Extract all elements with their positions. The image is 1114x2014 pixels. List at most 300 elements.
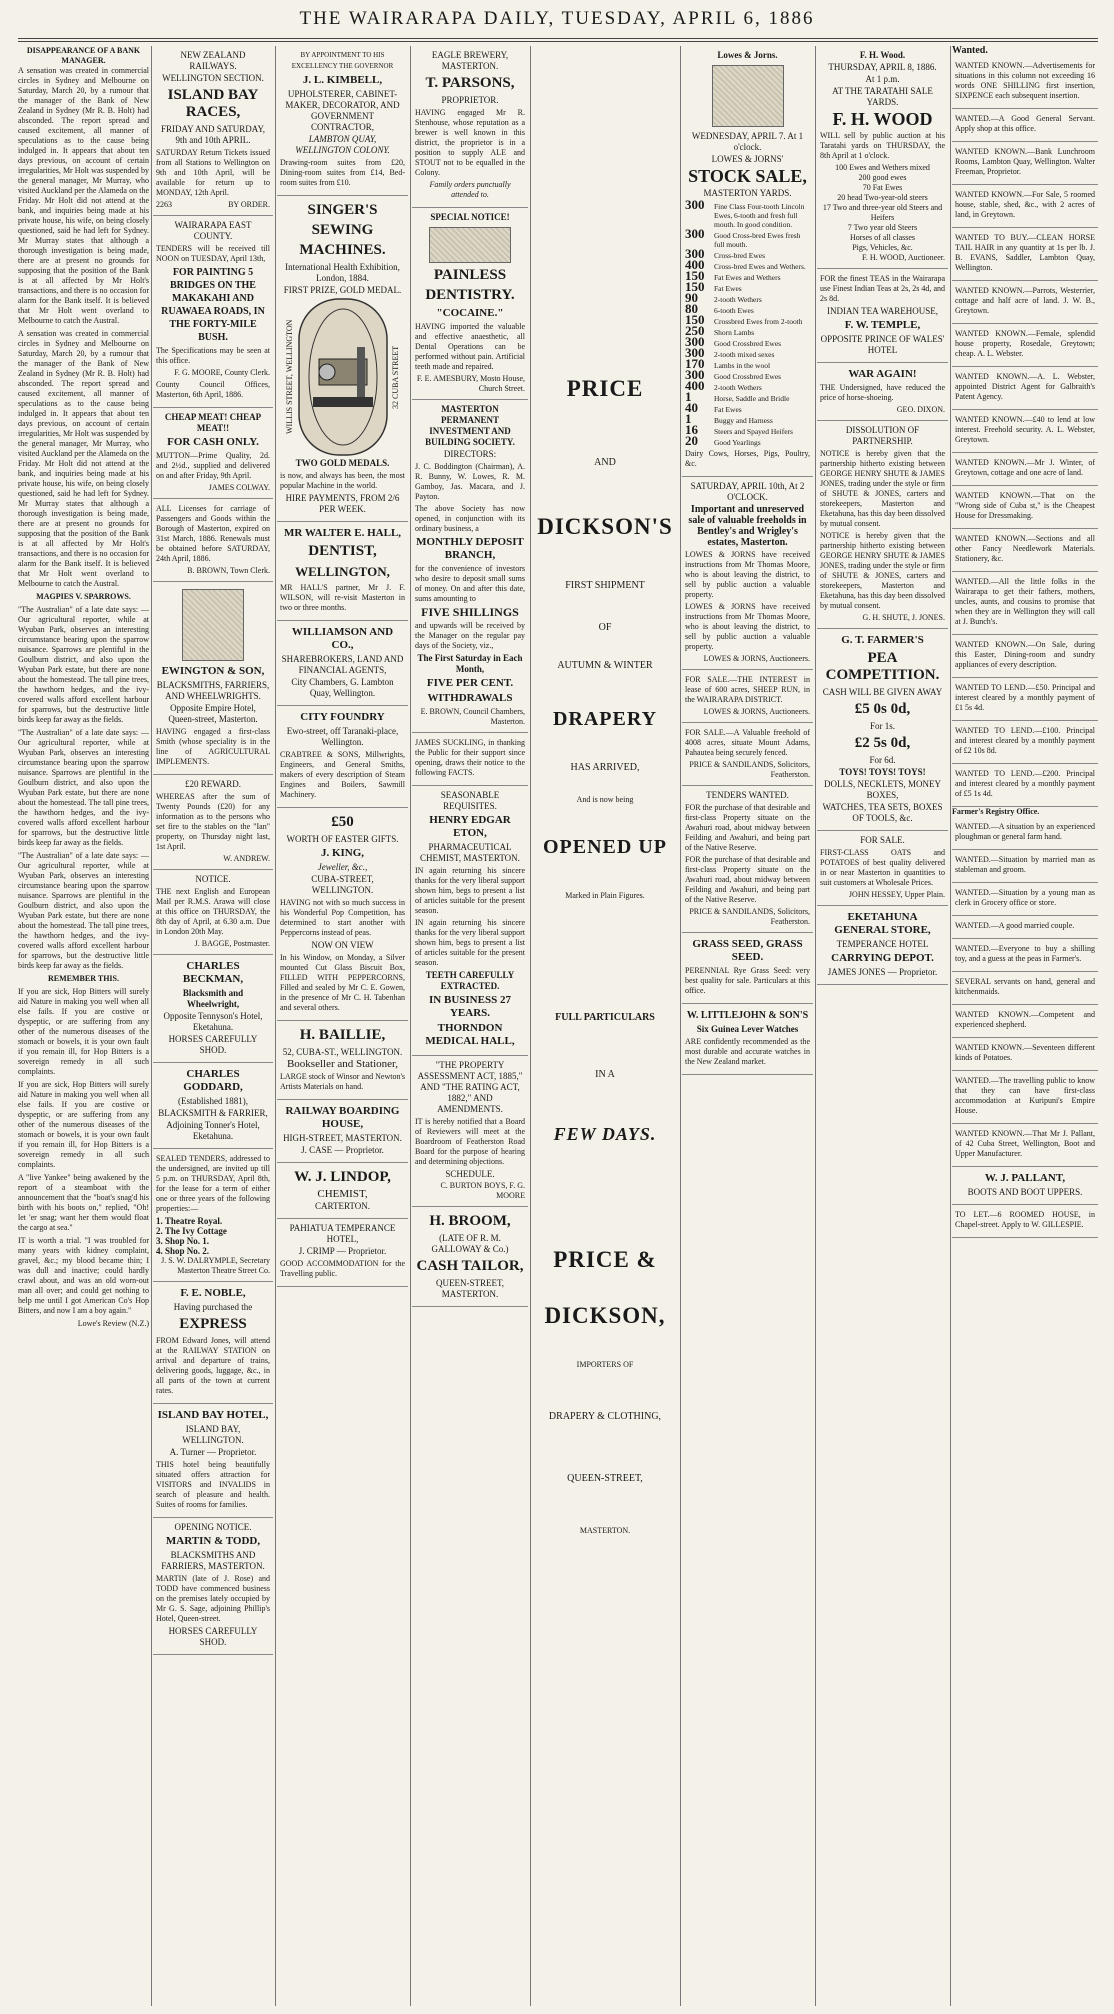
ad-body: HAVING not with so much success in his Wonderful Pop Competition, has determined to start another with Peppercorns instead of peas. [280, 898, 405, 937]
mail-notice [153, 870, 273, 955]
prize-amount: £5 0s 0d, [854, 701, 911, 717]
ad-headline: SEWING [311, 222, 374, 238]
ad-subtitle: INDIAN TEA WAREHOUSE, [827, 306, 938, 316]
ad-subtitle: NOW ON VIEW [311, 940, 374, 950]
ad-address: 52, CUBA-ST., WELLINGTON. [282, 1047, 403, 1057]
article-body: "The Australian" of a late date says: — Our agricultural reporter, while at Wyuban Park, observes an interesting circumstance bearing upon the sparrow nuisance. Sparrows are plentiful in the Goulburn district, and also upon the Wyuban Park estate, but there are none about the homestead. The tall pine trees, the hawthorn hedges, and the ivy-covered walls afford excellent harbour for sparrows, but the destructive little birds keep far away as the fields. [18, 851, 149, 970]
stock-quantity: 150 [685, 268, 705, 283]
stock-quantity: 16 [685, 422, 698, 437]
ad-headline: CHARLES GODDARD, [183, 1068, 243, 1093]
kimbell-ad [277, 46, 408, 196]
wanted-text: WANTED.—Situation by a young man as clerk in Grocery office or store. [955, 888, 1095, 907]
ad-body: LOWES & JORNS have received instructions from Mr Thomas Moore, who is about leaving the district, to sell by public auction a valuable property. [685, 550, 810, 599]
wanted-item [952, 678, 1098, 721]
ad-address: QUEEN-STREET, [567, 1473, 643, 1484]
stock-description: 2-tooth Wethers [714, 295, 762, 304]
particulars-heading: FULL PARTICULARS [555, 1012, 655, 1023]
ad-body: THE Undersigned, have reduced the price of horse-shoeing. [820, 383, 945, 402]
ad-title: £20 REWARD. [185, 779, 241, 789]
ad-signature: LOWES & JORNS, Auctioneers. [703, 654, 810, 663]
wanted-item [952, 324, 1098, 367]
ad-body: GOOD ACCOMMODATION for the Travelling public. [280, 1259, 405, 1278]
masthead-title: THE WAIRARAPA DAILY, TUESDAY, APRIL 6, 1886 [299, 8, 815, 29]
ad-subtitle: PHARMACEUTICAL CHEMIST, MASTERTON. [420, 842, 520, 863]
wanted-text: WANTED.—Everyone to buy a shilling toy, and a guess at the peas in Farmer's. [955, 944, 1095, 963]
ad-title: PAHIATUA TEMPERANCE HOTEL, [289, 1223, 396, 1244]
ad-body: WHEREAS after the sum of Twenty Pounds (£20) for any information as to the persons who set fire to the stables on the "Ian" property, on Thursday night last, 1st April. [156, 792, 270, 851]
ad-body: FOR the purchase of that desirable and first-class Property situate on the Awahuri road, about midway between Feilding and Awahuri, and being part of the Native Reserve. [685, 855, 810, 904]
ad-body: HAVING engaged Mr R. Stenhouse, whose reputation as a brewer is well known in this district, the proprietor is in a position to supply ALE and STOUT not to be equalled in the Colony. [415, 108, 525, 177]
sale-item: Pigs, Vehicles, &c. [852, 243, 913, 252]
ad-body: WILL sell by public auction at his Taratahi yards on THURSDAY, the 8th April at 1 o'clock. [820, 131, 945, 160]
noble-ad [153, 1282, 273, 1404]
ad-body: MUTTON—Prime Quality, 2d. and 2½d., supplied and delivered on and after Friday, 9th April. [156, 451, 270, 480]
ad-dates: WEDNESDAY, APRIL 7. At 1 o'clock. [691, 131, 804, 152]
stock-description: Good Crossbred Ewes [714, 372, 782, 381]
column-8 [952, 46, 1098, 2006]
column-4 [412, 46, 528, 2006]
ad-body: County Council Offices, Masterton, 6th April, 1886. [156, 380, 270, 399]
wanted-item [952, 228, 1098, 281]
stock-description: Cross-bred Ewes [714, 251, 766, 260]
stock-quantity: 300 [685, 334, 705, 349]
wanted-item [952, 410, 1098, 453]
ad-headline: F. W. TEMPLE, [844, 319, 921, 331]
column-1 [18, 46, 149, 2006]
wanted-text: WANTED TO LEND.—£100. Principal and interest cleared by a monthly payment of £2 10s 8d. [955, 726, 1095, 755]
ad-body: LARGE stock of Winsor and Newton's Artists Materials on hand. [280, 1072, 405, 1091]
ad-headline: DENTIST, [308, 543, 377, 559]
ad-subtitle: Six Guinea Lever Watches [696, 1024, 799, 1034]
wanted-text: WANTED KNOWN.—That Mr J. Pallant, of 42 Cuba Street, Wellington, Boot and Upper Manufacturer. [955, 1129, 1095, 1158]
hotel-ad [153, 1404, 273, 1518]
wanted-text: WANTED.—The travelling public to know that they can have first-class accommodation at Kuripuni's Empire House. [955, 1076, 1095, 1115]
stock-quantity: 170 [685, 356, 705, 371]
ad-headline: FOR CASH ONLY. [167, 436, 259, 448]
broom-ad [412, 1207, 528, 1307]
ad-body: FROM Edward Jones, will attend at the RAILWAY STATION on arrival and departure of trains, delivering goods, luggage, &c., in all parts of the town at current rates. [156, 1336, 270, 1395]
article-heading: DISAPPEARANCE OF A BANK MANAGER. [26, 46, 141, 65]
goddard-ad [153, 1063, 273, 1149]
ad-headline: WAR AGAIN! [848, 368, 917, 380]
ad-signature: PRICE & SANDILANDS, Solicitors, Featherston. [689, 907, 810, 926]
article-heading: REMEMBER THIS. [48, 974, 119, 983]
wanted-text: WANTED KNOWN.—On Sale, during this Easter, Dining-room and sundry appliances of every description. [955, 640, 1095, 669]
article-body: "The Australian" of a late date says: — Our agricultural reporter, while at Wyuban Park, observes an interesting circumstance bearing upon the sparrow nuisance. Sparrows are plentiful in the Goulburn district, and also upon the Wyuban Park estate, but there are none about the homestead. The tall pine trees, the hawthorn hedges, and the ivy-covered walls afford excellent harbour for sparrows, but the destructive little birds keep far away as the fields. [18, 728, 149, 847]
drapery-heading: DRAPERY [552, 708, 658, 730]
ad-subtitle: CASH WILL BE GIVEN AWAY [822, 687, 943, 697]
ewington-ad [153, 582, 273, 775]
ad-signature: PRICE & SANDILANDS, Solicitors, Featherston. [689, 760, 810, 779]
stock-row [685, 389, 810, 404]
ad-body: Drawing-room suites from £20, Dining-room suites from £14, Bed-room suites from £10. [280, 158, 405, 187]
freehold-ad [682, 723, 813, 786]
wanted-item [952, 56, 1098, 109]
ad-headline: WITHDRAWALS [427, 692, 513, 704]
wanted-item [952, 764, 1098, 807]
ad-subtitle: BLACKSMITHS AND FARRIERS, MASTERTON. [161, 1550, 265, 1571]
ad-headline: CARRYING DEPOT. [831, 952, 934, 964]
ad-signature: JOHN HESSEY, Upper Plain. [848, 890, 945, 899]
ad-body: NOTICE is hereby given that the partnership hitherto existing between GEORGE HENRY SHUTE & JAMES JONES, trading under the style or firm of SHUTE & JONES, carters and storekeepers, Masterton and Eketahuna, has this day been dissolved by mutual consent. [820, 531, 945, 610]
stock-quantity: 300 [685, 345, 705, 360]
wanted-item [952, 850, 1098, 883]
ad-title: MASTERTON PERMANENT INVESTMENT AND BUILDING SOCIETY. [425, 404, 515, 447]
stock-description: Steers and Spayed Heifers [714, 427, 793, 436]
ad-note: Family orders punctually attended to. [429, 180, 511, 199]
column-3 [277, 46, 408, 2006]
wanted-text: WANTED TO LEND.—£200. Principal and interest cleared by a monthly payment of £5 1s 4d. [955, 769, 1095, 798]
property-item: 2. The Ivy Cottage [156, 1226, 227, 1236]
article-body: A "live Yankee" being awakened by the report of a steamboat with the announcement that the "boat's snag'd his birth with his boots on," replied, "Oh! let 'er snag; want her them would float the cargo at sea." [18, 1173, 149, 1232]
ad-body: NOTICE is hereby given that the partnership hitherto existing between GEORGE HENRY SHUTE & JAMES JONES, trading under the style or firm of SHUTE & JONES, carters and storekeepers, Masterton and Eketahuna, has this day been dissolved by mutual consent. [820, 449, 945, 528]
ad-subtitle: FIRST PRIZE, GOLD MEDAL. [283, 285, 402, 295]
ad-body: HAVING engaged a first-class Smith (whose speciality is in the line of AGRICULTURAL IMPLEMENTS. [156, 727, 270, 766]
dissolution-ad [817, 421, 948, 629]
ad-body: FOR SALE.—THE INTEREST in lease of 600 acres, SHEEP RUN, in the WAIRARAPA DISTRICT. [685, 675, 810, 704]
ad-body: THE next English and European Mail per R.M.S. Arawa will close at this office on THURSDAY, the 8th day of April, at 6.30 a.m. Due in London 20th May. [156, 887, 270, 936]
masthead-rule [18, 41, 1098, 42]
column-2 [153, 46, 273, 2006]
wanted-text: WANTED TO BUY.—CLEAN HORSE TAIL HAIR in any quantity at 1s per lb. J. B. EVANS, Saddler, Lambton Quay, Wellington. [955, 233, 1095, 272]
brewery-ad [412, 46, 528, 208]
tenders-ad [153, 1149, 273, 1282]
ad-body: IT is hereby notified that a Board of Reviewers will meet at the Boardroom of Featherston Road Board for the purpose of hearing and determining objections. [415, 1117, 525, 1166]
wanted-text: WANTED KNOWN.—Competent and experienced shepherd. [955, 1010, 1095, 1029]
wanted-item [952, 635, 1098, 678]
ad-headline: "COCAINE." [436, 307, 504, 319]
ad-title: Lowes & Jorns. [717, 50, 778, 60]
wanted-text: WANTED KNOWN.—A. L. Webster, appointed District Agent for Galbraith's Patent Agency. [955, 372, 1095, 401]
ad-headline: H. BAILLIE, [299, 1027, 386, 1043]
section-heading: Wanted. [952, 46, 988, 56]
column-rule [410, 46, 411, 2006]
ad-subtitle: WELLINGTON SECTION. [162, 73, 264, 83]
ad-body: J. C. Boddington (Chairman), A. R. Bunny, W. Lowes, R. M. Gamboy, Jas. Macara, and J. Payton. [415, 462, 525, 501]
ad-headline: FIVE PER CENT. [426, 677, 514, 689]
article-body: A sensation was created in commercial circles in Sydney and Melbourne on Saturday, March 20, by a rumour that the manager of the Bank of New Zealand in Sydney (Mr R. B. Holt) had absconded. The report spread and caused excitement, all manner of speculations as to the cause being indulged in. It appears that about ten days previous, on account of certain irregularities, Mr Holt was suspended by the general manager, Mr Murray, who visited Auckland per the Alameda on the Friday. Mr Holt did not attend at the bank, and inquiries being made at his private house, his wife, on being closely questioned, said he had left for Sydney. Mr Murray states that although a thorough investigation is being made, there are at present no grounds for supposing that the position of the Bank is at all affected by Mr Holt's transactions, and there is no occasion for alarm for the Bank itself. It is believed that Mr Holt went overland to Melbourne to catch the Austral. [18, 329, 149, 588]
ad-note: HORSES CAREFULLY SHOD. [168, 1034, 258, 1055]
sale-item: 200 good ewes [858, 173, 907, 182]
sheep-run-ad [682, 670, 813, 723]
ad-headline: THORNDON MEDICAL HALL, [425, 1022, 515, 1047]
ad-signature: F. G. MOORE, County Clerk. [174, 368, 270, 377]
wanted-text: WANTED KNOWN.—Bank Lunchroom Rooms, Lambton Quay, Wellington. Walter Freeman, Proprietor. [955, 147, 1095, 176]
ad-address: HIGH-STREET, MASTERTON. [283, 1133, 402, 1143]
pahiatua-ad [277, 1219, 408, 1287]
ad-headline: PAINLESS [433, 267, 507, 283]
baillie-ad [277, 1021, 408, 1100]
wanted-item [952, 572, 1098, 635]
ad-subtitle: AUTUMN & WINTER [557, 660, 653, 671]
tea-ad [817, 269, 948, 363]
column-rule [680, 46, 681, 2006]
ad-proprietor: JAMES JONES — Proprietor. [827, 967, 938, 977]
ad-signature: GEO. DIXON. [896, 405, 945, 414]
article-body: "The Australian" of a late date says: — Our agricultural reporter, while at Wyuban Park, observes an interesting circumstance bearing upon the sparrow nuisance. Sparrows are plentiful in the Goulburn district, and also upon the Wyuban Park estate, but there are none about the homestead. The tall pine trees, the hawthorn hedges, and the ivy-covered walls afford excellent harbour for sparrows, but the destructive little birds keep far away as the fields. [18, 605, 149, 724]
stock-quantity: 250 [685, 323, 705, 338]
ad-headline: Important and unreserved sale of valuable freeholds in Bentley's and Wrigley's estates, Masterton. [688, 504, 807, 548]
property-item: 3. Shop No. 1. [156, 1236, 210, 1246]
reward-ad [153, 775, 273, 870]
stock-row [685, 378, 810, 393]
ad-body: LOWES & JORNS have received instructions from Mr Thomas Moore, who is about leaving the district, to sell by public auction a valuable property. [685, 602, 810, 651]
ad-headline: MONTHLY DEPOSIT BRANCH, [416, 536, 524, 561]
sale-item: 7 Two year old Steers [847, 223, 918, 232]
ad-signature: C. BURTON BOYS, F. G. MOORE [440, 1181, 525, 1200]
ad-signature: F. H. WOOD, Auctioneer. [862, 253, 945, 262]
beckman-ad [153, 955, 273, 1063]
article-body: If you are sick, Hop Bitters will surely aid Nature in making you well when all else fails. If you are costive or dyspeptic, or are suffering from any other of the numerous diseases of the stomach or bowels, it is your own fault if you remain ill, for Hop Bitters is a sovereign remedy in all such complaints. [18, 987, 149, 1076]
ad-headline: WILLIAMSON AND CO., [291, 626, 394, 651]
wanted-item [952, 1124, 1098, 1167]
ad-signature: LOWES & JORNS, Auctioneers. [703, 707, 810, 716]
stock-description: Horse, Saddle and Bridle [714, 394, 790, 403]
ad-subtitle: TOYS! TOYS! TOYS! [839, 767, 926, 777]
stock-description: Good Yearlings [714, 438, 761, 447]
wanted-item [952, 367, 1098, 410]
dicksons-heading: DICKSON'S [537, 514, 673, 539]
ad-address: Ewo-street, off Taranaki-place, Wellington. [286, 726, 399, 747]
wanted-item [952, 109, 1098, 142]
stock-row [685, 197, 810, 229]
ad-body: SATURDAY Return Tickets issued from all Stations to Wellington on 9th and 10th April, will be available for return up to MONDAY, 12th April. [156, 148, 270, 197]
stock-description: Cross-bred Ewes and Wethers. [714, 262, 806, 271]
freehold-sale-ad [682, 477, 813, 670]
ad-subtitle: Bookseller and Stationer, [286, 1058, 399, 1070]
stock-row [685, 400, 810, 415]
building-society-ad [412, 400, 528, 733]
stock-quantity: 300 [685, 197, 705, 212]
ad-subtitle: FIRST SHIPMENT [565, 580, 645, 591]
ad-headline: PEA COMPETITION. [825, 650, 940, 683]
ad-headline: DENTISTRY. [425, 287, 515, 303]
sale-item: Horses of all classes [849, 233, 916, 242]
ad-headline: EXPRESS [179, 1316, 247, 1332]
ad-address: QUEEN-STREET, MASTERTON. [435, 1278, 505, 1299]
littlejohn-ad [682, 1004, 813, 1075]
ad-subtitle: DIRECTORS: [443, 449, 497, 459]
ad-signature: BY ORDER. [228, 200, 270, 209]
hall-ad [277, 522, 408, 621]
ad-body: Dairy Cows, Horses, Pigs, Poultry, &c. [685, 449, 810, 468]
wanted-text: WANTED.—A situation by an experienced ploughman or general farm hand. [955, 822, 1095, 841]
eketahuna-store-ad [817, 906, 948, 985]
ad-body: IN again returning his sincere thanks for the very liberal support shown him, begs to present a list of articles suitable for the present season. [415, 918, 525, 967]
ad-headline: ISLAND BAY HOTEL, [157, 1409, 269, 1421]
ad-address: CUBA-STREET, WELLINGTON. [311, 874, 374, 895]
wanted-text: WANTED KNOWN.—Advertisements for situations in this column not exceeding 16 words ONE SHILLING first insertion, SIXPENCE each subsequent insertion. [955, 61, 1095, 100]
wanted-text: WANTED KNOWN.—Female, splendid house property, Rosedale, Greytown; cheap. A. L. Webster. [955, 329, 1095, 358]
ad-subtitle: HAS ARRIVED, [570, 762, 640, 773]
wanted-item [952, 939, 1098, 972]
ad-title: NEW ZEALAND RAILWAYS. [180, 50, 246, 71]
stock-quantity: 20 [685, 433, 698, 448]
sale-item: 70 Fat Ewes [862, 183, 903, 192]
ad-headline: CITY FOUNDRY [300, 711, 385, 723]
wanted-item [952, 1071, 1098, 1124]
williamson-ad [277, 621, 408, 706]
ad-address: City Chambers, G. Lambton Quay, Wellington. [291, 677, 394, 698]
stock-quantity: 300 [685, 246, 705, 261]
wanted-item [952, 486, 1098, 529]
ad-headline: CHARLES BECKMAN, [182, 960, 244, 985]
ad-subtitle: International Health Exhibition, London, 1884. [285, 262, 400, 283]
stock-quantity: 1 [685, 411, 692, 426]
wanted-text: WANTED KNOWN.—Seventeen different kinds of Potatoes. [955, 1043, 1095, 1062]
stock-row [685, 422, 810, 437]
column-5 [532, 46, 678, 2006]
railways-ad [153, 46, 273, 216]
ad-signature: E. BROWN, Council Chambers, Masterton. [420, 707, 525, 726]
ad-note: HORSES CAREFULLY SHOD. [168, 1626, 258, 1647]
ad-subtitle: DRAPERY & CLOTHING, [548, 1411, 662, 1422]
singer-side-text: WILLIS STREET, WELLINGTON [284, 319, 294, 435]
few-days-heading: FEW DAYS. [553, 1124, 657, 1144]
ad-signature: JAMES COLWAY. [208, 483, 270, 492]
wanted-item [952, 916, 1098, 939]
ad-headline: MARTIN & TODD, [165, 1535, 261, 1547]
lindop-ad [277, 1163, 408, 1219]
ad-headline: STOCK SALE, [688, 166, 807, 186]
ad-subtitle: WATCHES, TEA SETS, BOXES OF TOOLS, &c. [822, 802, 943, 823]
ad-title: CHEAP MEAT! CHEAP MEAT!! [164, 412, 262, 433]
price-heading: PRICE [566, 376, 644, 401]
ad-title: FOR SALE. [860, 835, 905, 845]
ad-headline: HENRY EDGAR ETON, [429, 814, 511, 839]
ad-body: TO LET.—6 ROOMED HOUSE, in Chapel-street. Apply to W. GILLESPIE. [955, 1210, 1095, 1229]
stock-description: Fat Ewes and Wethers [714, 273, 781, 282]
wanted-text: WANTED KNOWN.—Parrots, Westerrier, cottage and half acre of land. J. W. B., Greytown. [955, 286, 1095, 315]
ad-headline: T. PARSONS, [425, 75, 515, 91]
ad-headline: GRASS SEED, GRASS SEED. [692, 938, 803, 963]
pea-competition-ad [817, 629, 948, 831]
dickson-heading: DICKSON, [544, 1303, 666, 1328]
ad-signature: B. BROWN, Town Clerk. [187, 566, 270, 575]
ad-headline: W. LITTLEJOHN & SON'S [686, 1010, 809, 1021]
prize-amount: £2 5s 0d, [854, 735, 911, 751]
wanted-item [952, 883, 1098, 916]
stock-row [685, 433, 810, 448]
ad-subtitle: IMPORTERS OF [576, 1360, 634, 1369]
ad-title: F. H. Wood. [859, 50, 906, 60]
stock-description: Good Cross-bred Ewes fresh full mouth. [714, 231, 801, 249]
ad-subtitle: LOWES & JORNS' [711, 154, 784, 164]
ad-footer [156, 200, 270, 210]
ad-subtitle: SHAREBROKERS, LAND AND FINANCIAL AGENTS, [281, 654, 404, 675]
article-body: IT is worth a trial. "I was troubled for many years with kidney complaint, gravel, &c.; my blood became thin; I was dull and inactive; could hardly crawl about, and was an old worn-out man all over; and could get nothing to help me until I got American Co's Hop Bitters, and now I am a boy again." [18, 1236, 149, 1315]
wanted-text: WANTED KNOWN.—£40 to lend at low interest. Freehold security. A. L. Webster, Greytown. [955, 415, 1095, 444]
wanted-item [952, 1038, 1098, 1071]
lowes-jorns-ad [682, 46, 813, 477]
column-6 [682, 46, 813, 2006]
singer-ad [277, 196, 408, 522]
wanted-text: WANTED TO LEND.—£50. Principal and interest cleared by a monthly payment of £1 5s 4d. [955, 683, 1095, 712]
ad-body: FOR SALE.—A Valuable freehold of 4008 acres, situate Mount Adams, Pahautea being securely fenced. [685, 728, 810, 757]
assessment-notice [412, 1056, 528, 1207]
ad-body: MR HALL'S partner, Mr J. F. WILSON, will re-visit Masterton in two or three months. [280, 583, 405, 612]
ad-body: MARTIN (late of J. Rose) and TODD have commenced business on the premises lately occupied by Mr G. S. Sage, adjoining Phillip's Hotel, Queen-street. [156, 1574, 270, 1623]
ad-signature: W. ANDREW. [223, 854, 270, 863]
tenders-wanted-ad [682, 786, 813, 933]
ad-headline: MACHINES. [299, 242, 386, 258]
wanted-item [952, 721, 1098, 764]
ad-headline: £50 [331, 814, 354, 830]
ad-note: Marked in Plain Figures. [565, 891, 645, 900]
prize-entry: For 1s. [869, 721, 895, 731]
ad-subtitle: Jeweller, &c., [317, 862, 368, 872]
licence-notice [153, 499, 273, 582]
ad-subtitle: BOOTS AND BOOT UPPERS. [967, 1187, 1083, 1197]
ad-dates: THURSDAY, APRIL 8, 1886. [828, 62, 937, 72]
stock-description: Lambs in the wool [714, 361, 771, 370]
ad-dates: FRIDAY AND SATURDAY, 9th and 10th APRIL. [160, 124, 266, 145]
ad-headline: EWINGTON & SON, [161, 665, 265, 677]
ad-note: TEETH CAREFULLY EXTRACTED. [425, 970, 515, 991]
ad-headline: F. E. NOBLE, [180, 1287, 246, 1299]
ad-title: OPENING NOTICE. [174, 1522, 252, 1532]
stock-row [685, 411, 810, 426]
suckling-ad [412, 733, 528, 786]
price-heading: PRICE & [553, 1247, 657, 1272]
ad-dates: SATURDAY, APRIL 10th, At 2 O'CLOCK. [690, 481, 805, 502]
ad-body: for the convenience of investors who desire to deposit small sums of money. On and after this date, sums amounting to [415, 564, 525, 603]
king-ad [277, 808, 408, 1021]
ad-subtitle: SCHEDULE. [445, 1169, 495, 1179]
stock-quantity: 1 [685, 389, 692, 404]
stock-description: Good Crossbred Ewes [714, 339, 782, 348]
ad-headline: J. KING, [320, 847, 365, 859]
stock-quantity: 300 [685, 367, 705, 382]
ad-body: THIS hotel being beautifully situated offers attraction for VISITORS and INVALIDS in search of pleasure and health. Suites of rooms for families. [156, 1460, 270, 1509]
to-let-ad [952, 1205, 1098, 1238]
ad-connector: And is now being [576, 795, 634, 804]
ad-body: HAVING imported the valuable and effective anaesthetic, all Dental Operations can be performed without pain. Artificial teeth made and repaired. [415, 322, 525, 371]
ad-address: Opposite Tennyson's Hotel, Eketahuna. [163, 1011, 263, 1032]
stock-quantity: 150 [685, 312, 705, 327]
stock-row [685, 290, 810, 305]
ad-body: TENDERS will be received till NOON on TUESDAY, April 13th, [156, 244, 270, 263]
ad-body: IN again returning his sincere thanks for the very liberal support shown him, begs to present a list of articles suitable for the present season. [415, 866, 525, 915]
wanted-text: WANTED.—All the little folks in the Wairarapa to get their fathers, mothers, uncles, aunts, and cousins to promise that when they are in Wellington they will call at J. Bunch's. [955, 577, 1095, 626]
ad-address: CARTERTON. [314, 1201, 370, 1211]
sale-item: 17 Two and three-year old Steers and Heifers [822, 203, 943, 222]
ad-connector: IN A [595, 1069, 615, 1080]
ad-signature: F. E. AMESBURY, Mosto House, Church Street. [416, 374, 525, 393]
ad-subtitle: The First Saturday in Each Month, [417, 653, 523, 674]
ad-address: ISLAND BAY, WELLINGTON. [182, 1424, 244, 1445]
blacksmith-illustration [182, 589, 244, 661]
ad-headline: RAILWAY BOARDING HOUSE, [285, 1105, 400, 1130]
ad-headline: MR WALTER E. HALL, [283, 527, 402, 539]
ad-subtitle: WORTH OF EASTER GIFTS. [286, 834, 399, 844]
ad-subtitle: UPHOLSTERER, CABINET-MAKER, DECORATOR, AND GOVERNMENT CONTRACTOR, [285, 89, 400, 132]
stock-description: 6-tooth Ewes [714, 306, 754, 315]
property-item: 4. Shop No. 2. [156, 1246, 210, 1256]
stock-description: 2-tooth Wethers [714, 383, 762, 392]
ad-title: WAIRARAPA EAST COUNTY. [174, 220, 252, 241]
section-heading: Farmer's Registry Office. [952, 807, 1040, 816]
ad-number: 2263 [156, 200, 172, 209]
ad-headline: FIVE SHILLINGS [421, 605, 519, 619]
prize-entry: For 6d. [869, 755, 896, 765]
wanted-text: WANTED KNOWN.—That on the "Wrong side of Cuba st," is the Cheapest House for Dressmaking. [955, 491, 1095, 520]
ad-body: FIRST-CLASS OATS and POTATOES of best quality delivered in or near Masterton in quantities to suit customers at Wholesale Prices. [820, 848, 945, 887]
ad-subtitle: PROPRIETOR. [441, 95, 499, 105]
martin-ad [153, 1518, 273, 1655]
ad-title: BY APPOINTMENT TO HIS EXCELLENCY THE GOVERNOR [291, 51, 394, 70]
ad-subtitle: (Established 1881), [178, 1096, 248, 1106]
